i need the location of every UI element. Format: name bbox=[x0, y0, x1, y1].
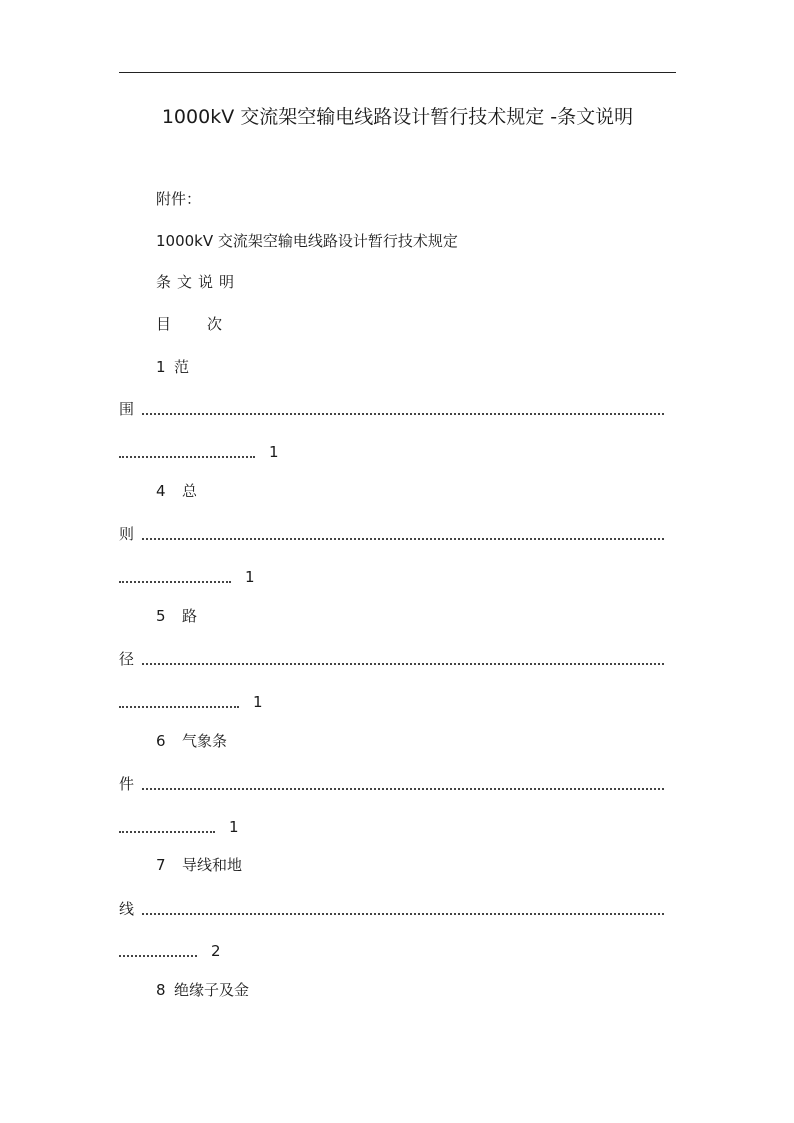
appendix-label: 附件： bbox=[156, 190, 202, 208]
toc-entry-title-tail: 径 bbox=[119, 650, 135, 668]
toc-entry-page-line bbox=[119, 939, 221, 961]
toc-entry-number: 4 bbox=[156, 482, 166, 500]
dot-leader bbox=[142, 663, 664, 665]
toc-entry-page-line bbox=[119, 690, 263, 712]
toc-entry-title-tail: 则 bbox=[119, 525, 135, 543]
dot-leader bbox=[119, 955, 197, 957]
toc-entry-title: 总 bbox=[182, 482, 198, 500]
toc-entry-leader bbox=[119, 397, 664, 419]
toc-entry-title-tail: 线 bbox=[119, 900, 135, 918]
toc-entry-page: 1 bbox=[245, 568, 255, 586]
dot-leader bbox=[119, 456, 255, 458]
toc-entry-title: 气象条 bbox=[182, 732, 228, 750]
toc-entry-page: 1 bbox=[269, 443, 279, 461]
toc-entry-title-tail: 围 bbox=[119, 400, 135, 418]
toc-entry-number: 8 bbox=[156, 981, 166, 999]
toc-entry-title: 导线和地 bbox=[182, 856, 243, 874]
toc-entry-number: 1 bbox=[156, 358, 166, 376]
toc-entry-number: 6 bbox=[156, 732, 166, 750]
toc-entry-title: 绝缘子及金 bbox=[174, 981, 250, 999]
toc-entry-page: 2 bbox=[211, 942, 221, 960]
toc-entry-number: 7 bbox=[156, 856, 166, 874]
toc-entry-heading bbox=[156, 606, 197, 626]
toc-entry-page: 1 bbox=[229, 818, 239, 836]
dot-leader bbox=[119, 581, 231, 583]
toc-entry-leader bbox=[119, 647, 664, 669]
dot-leader bbox=[119, 706, 239, 708]
toc-entry-leader bbox=[119, 772, 664, 794]
header-rule bbox=[119, 72, 676, 73]
toc-entry-title: 路 bbox=[182, 607, 198, 625]
toc-entry-page: 1 bbox=[253, 693, 263, 711]
toc-entry-number: 5 bbox=[156, 607, 166, 625]
clause-explanation-heading: 条文说明 bbox=[156, 273, 241, 291]
toc-entry-title: 范 bbox=[174, 358, 190, 376]
toc-entry-heading bbox=[156, 481, 197, 501]
dot-leader bbox=[142, 538, 664, 540]
toc-entry-heading bbox=[156, 980, 249, 1000]
toc-entry-page-line bbox=[119, 440, 279, 462]
dot-leader bbox=[142, 788, 664, 790]
toc-entry-title-tail: 件 bbox=[119, 775, 135, 793]
toc-entry-page-line bbox=[119, 565, 255, 587]
dot-leader bbox=[119, 831, 215, 833]
regulation-name: 1000kV 交流架空输电线路设计暂行技术规定 bbox=[156, 232, 458, 250]
toc-entry-page-line bbox=[119, 815, 239, 837]
toc-heading-mu: 目 bbox=[156, 315, 172, 333]
dot-leader bbox=[142, 913, 664, 915]
toc-entry-leader bbox=[119, 897, 664, 919]
toc-heading-ci: 次 bbox=[207, 315, 223, 333]
toc-heading bbox=[156, 314, 222, 334]
toc-entry-heading bbox=[156, 731, 227, 751]
toc-entry-leader bbox=[119, 522, 664, 544]
dot-leader bbox=[142, 413, 664, 415]
document-title: 1000kV 交流架空输电线路设计暂行技术规定 -条文说明 bbox=[161, 106, 634, 128]
toc-entry-heading bbox=[156, 357, 189, 377]
toc-entry-heading bbox=[156, 855, 242, 875]
